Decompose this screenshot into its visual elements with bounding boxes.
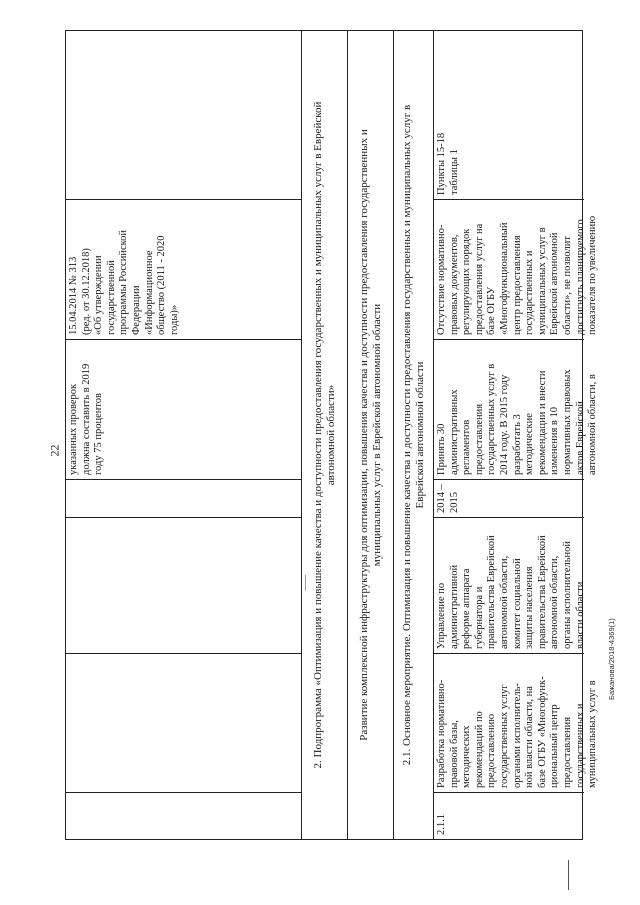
cell-text-line: показателя по увеличению (587, 215, 599, 335)
cell-result (434, 339, 599, 479)
document-code: Бажанова/2018-4369(1) (607, 618, 616, 700)
cell-text-line: Отсутствие нормативно- (436, 224, 447, 335)
cell-name (66, 653, 301, 792)
cell-text-line: Принять 30 (436, 423, 447, 475)
cell-text-line: «Многофункциональный (498, 222, 510, 335)
cell-link (66, 31, 301, 199)
cell-text-line: циональный центр (549, 704, 561, 788)
cell-number: 2.1.1 (434, 792, 584, 839)
cell-text-line: году 75 процентов (93, 392, 105, 475)
cell-text-line: автономной области, (549, 555, 561, 649)
cell-text-line: общество (2011 - 2020 (156, 235, 168, 335)
cell-text-line: губернатора и (473, 586, 485, 649)
cell-text-line: муниципальных услуг в (536, 227, 548, 335)
cell-indicator (66, 339, 301, 479)
cell-name (434, 653, 599, 792)
cell-text-line: разработать 3 (511, 414, 523, 475)
cell-text-line: программы Российской (118, 229, 130, 335)
cell-text-line: рекомендации и внести (536, 370, 548, 475)
margin-mark (305, 575, 306, 591)
cell-text-line: предоставлению (486, 713, 498, 788)
cell-text-line: автономной области, в (587, 374, 599, 475)
cell-text-line: годы)» (168, 304, 180, 335)
cell-text-line: предоставления услуг на (473, 223, 485, 335)
cell-text-line: должна составить в 2019 (80, 363, 92, 475)
margin-mark (568, 860, 569, 890)
cell-text-line: государственных услуг (498, 684, 510, 788)
cell-text-line: органы исполнительной (561, 540, 573, 649)
cell-text-line: правительства Еврейской (536, 535, 548, 649)
cell-period (66, 479, 301, 517)
cell-text-line: государственных и (524, 250, 536, 335)
cell-period (434, 479, 584, 517)
cell-text-line: методические (524, 413, 536, 475)
cell-executor (66, 517, 301, 653)
cell-text-line: (ред. от 30.12.2018) (80, 248, 92, 335)
cell-text-line: административных (448, 389, 460, 475)
cell-text-line: области», не позволит (561, 236, 573, 335)
subprogram-title: 2. Подпрограмма «Оптимизация и повышение качества и доступности предоставления государственных и муниципальных услуг в Еврейской автономной области» (302, 31, 348, 839)
cell-text-line: предоставления (473, 403, 485, 475)
cell-text-line: регламентов (461, 419, 473, 475)
cell-text-line: государственных и (574, 703, 586, 788)
cell-text-line: достигнуть планируемого (574, 219, 586, 335)
page-number: 22 (47, 444, 62, 457)
cell-text-line: таблицы 1 (448, 149, 460, 195)
cell-text-line: базе ОГБУ (486, 286, 498, 335)
cell-text-line: «Об утверждении (93, 255, 105, 335)
cell-text-line: 2015 (448, 492, 460, 513)
cell-text-line: Федерации (130, 285, 142, 335)
cell-text-line: 15.04.2014 № 313 (68, 256, 79, 335)
cell-text-line: Разработка нормативно- (436, 679, 447, 788)
cell-text-line: «Информационное (143, 250, 155, 335)
cell-executor (434, 517, 584, 653)
cell-text-line: ной власти области, на (524, 686, 536, 788)
cell-text-line: правовой базы, (448, 720, 460, 788)
cell-text-line: указанных проверок (68, 383, 79, 475)
cell-text-line: защиты населения (524, 566, 536, 649)
cell-basis (66, 199, 301, 339)
program-table (65, 30, 599, 840)
cell-number (66, 792, 301, 839)
cell-consequences (434, 199, 599, 339)
cell-text-line: методических (461, 725, 473, 788)
cell-text-line: реформе аппарата (461, 568, 473, 649)
cell-text-line: автономной области, (498, 555, 510, 649)
table-row-continuation (66, 31, 302, 839)
cell-text-line: изменения в 10 (549, 407, 561, 475)
cell-text-line: правовых документов, (448, 234, 460, 335)
cell-text-line: органами исполнитель- (511, 683, 523, 788)
cell-text-line: 2014 – (436, 484, 447, 513)
main-event-title: 2.1. Основное мероприятие. Оптимизация и повышение качества и доступности предоставления государственных и муниципальных услуг в Еврейской автономной области (394, 31, 434, 839)
table-row-2-1-1 (434, 31, 599, 839)
cell-text-line: муниципальных услуг в (587, 680, 599, 788)
cell-text-line: предоставления (561, 716, 573, 788)
cell-text-line: актов Еврейской (574, 401, 586, 475)
cell-text-line: рекомендаций по (473, 711, 485, 788)
cell-text-line: комитет социальной (511, 558, 523, 649)
cell-text-line: Управление по (436, 582, 447, 649)
cell-text-line: 2014 году. В 2015 году (498, 374, 510, 475)
cell-text-line: государственных услуг в (486, 363, 498, 475)
cell-text-line: государственной (105, 260, 117, 335)
cell-text-line: регулирующих порядок (461, 228, 473, 335)
cell-text-line: центр предоставления (511, 235, 523, 335)
cell-text-line: нормативных правовых (561, 369, 573, 475)
cell-text-line: базе ОГБУ «Многофунк- (536, 676, 548, 788)
cell-text-line: власти области (574, 581, 586, 649)
cell-text-line: административной (448, 564, 460, 649)
cell-link (434, 31, 584, 199)
cell-text-line: Пункты 15-18 (436, 132, 447, 195)
cell-text-line: Еврейской автономной (549, 232, 561, 335)
goal-title: Развитие комплексной инфраструктуры для оптимизации, повышения качества и доступности предоставления государственных и муниципальных услуг в Еврейской автономной области (348, 31, 394, 839)
cell-text-line: правительства Еврейской (486, 535, 498, 649)
